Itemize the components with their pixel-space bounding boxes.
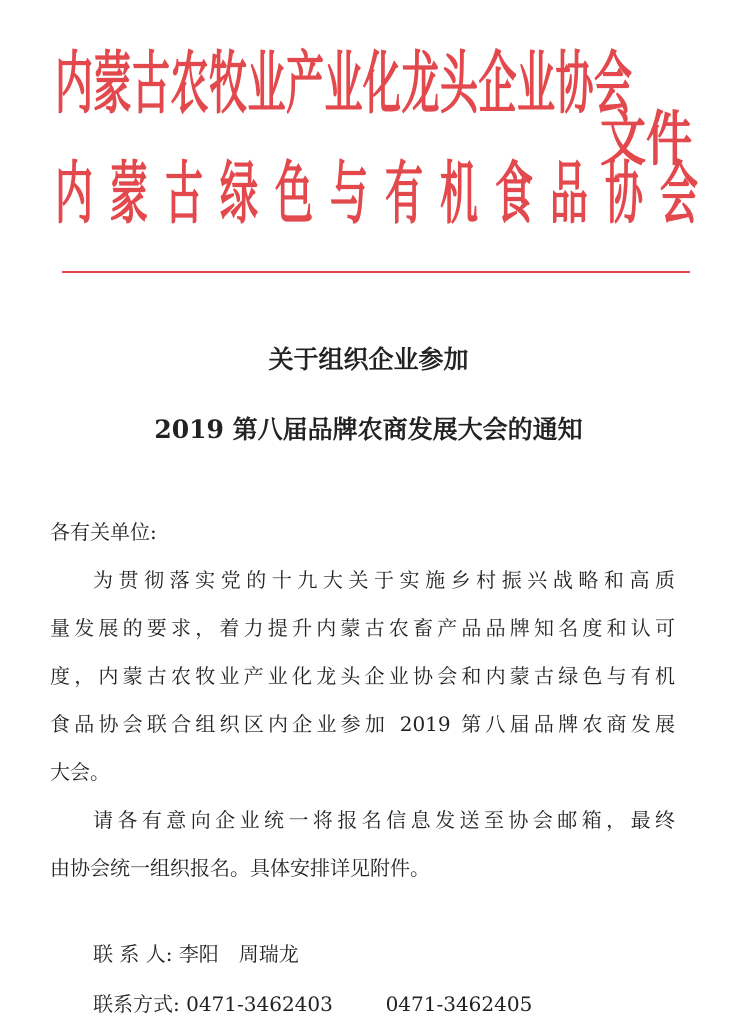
- paragraph-line: 请各有意向企业统一将报名信息发送至协会邮箱，最终: [93, 808, 675, 832]
- paragraph-line: 由协会统一组织报名。具体安排详见附件。: [50, 856, 430, 880]
- contact-phone-row: [93, 988, 532, 1017]
- paragraph-line: 量发展的要求，着力提升内蒙古农畜产品品牌知名度和认可: [50, 616, 675, 640]
- paragraph-line: 为贯彻落实党的十九大关于实施乡村振兴战略和高质: [93, 568, 675, 592]
- contact-phone-1: 0471-3462403: [186, 992, 333, 1016]
- contact-phone-label: 联系方式:: [93, 992, 180, 1016]
- document-title-line2: 2019 第八届品牌农商发展大会的通知: [154, 415, 583, 444]
- contact-phone-2: 0471-3462405: [385, 992, 533, 1016]
- document-title-line1: 关于组织企业参加: [268, 345, 469, 374]
- letterhead-divider: [62, 271, 690, 273]
- salutation: 各有关单位:: [50, 520, 157, 544]
- paragraph-line: 食品协会联合组织区内企业参加 2019 第八届品牌农商发展: [50, 712, 675, 736]
- contact-person-row: [93, 938, 299, 967]
- letterhead-suffix: 文件: [600, 103, 692, 174]
- paragraph-line: 度，内蒙古农牧业产业化龙头企业协会和内蒙古绿色与有机: [50, 664, 675, 688]
- contact-person-label: 联 系 人:: [93, 942, 173, 966]
- letterhead-org1: 内蒙古农牧业产业化龙头企业协会: [55, 44, 633, 124]
- contact-persons: 李阳 周瑞龙: [178, 942, 299, 966]
- paragraph-line: 大会。: [50, 760, 110, 784]
- letterhead-org2: 内蒙古绿色与有机食品协会: [55, 154, 716, 234]
